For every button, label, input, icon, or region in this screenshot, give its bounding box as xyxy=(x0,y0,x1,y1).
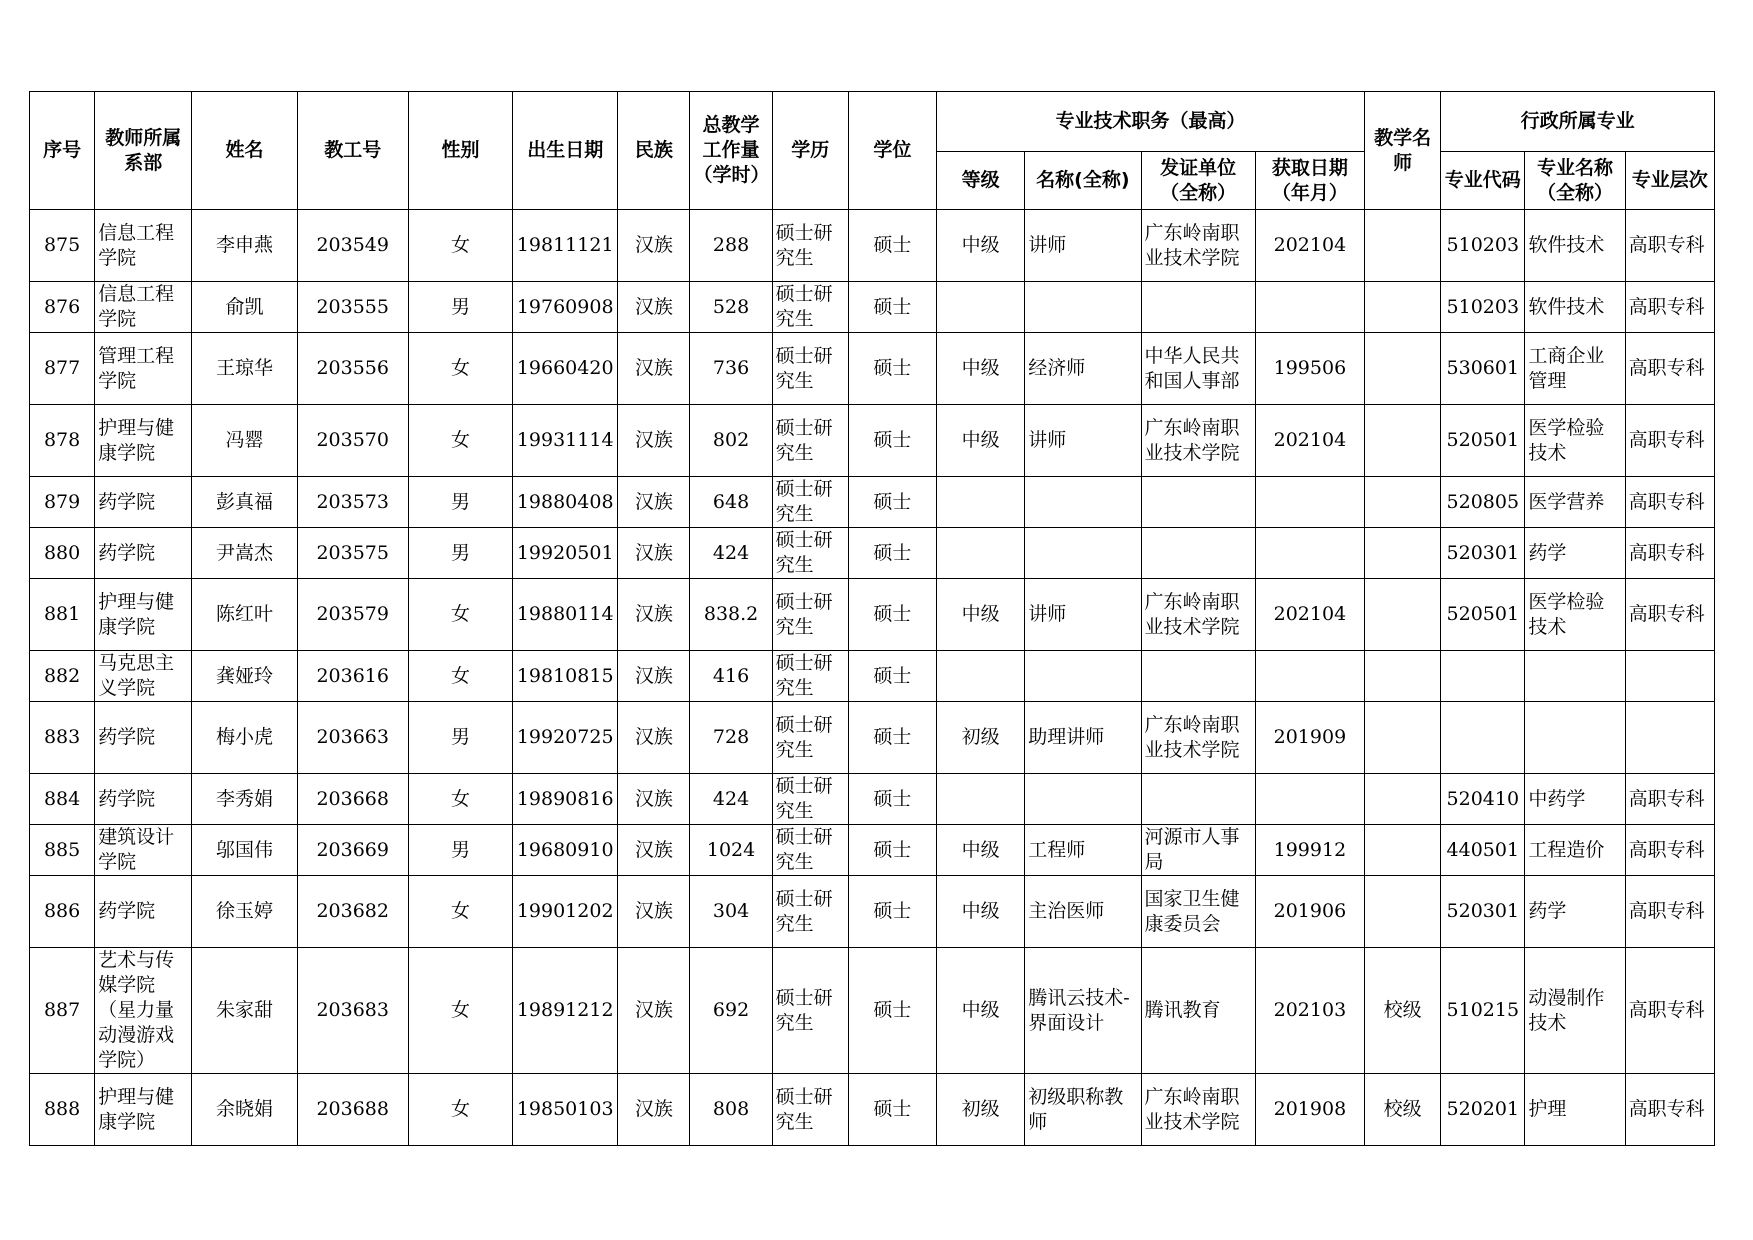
cell-title-level: 初级 xyxy=(937,702,1025,774)
cell-degree: 硕士 xyxy=(848,282,936,333)
cell-major-code: 510203 xyxy=(1441,210,1525,282)
cell-dept: 艺术与传媒学院（星力量动漫游戏学院） xyxy=(95,948,192,1074)
cell-workload: 838.2 xyxy=(690,579,772,651)
cell-gender: 女 xyxy=(408,405,512,477)
cell-name: 余晓娟 xyxy=(192,1074,297,1146)
cell-education: 硕士研究生 xyxy=(772,651,848,702)
cell-degree: 硕士 xyxy=(848,948,936,1074)
cell-birth: 19880114 xyxy=(513,579,618,651)
cell-title-level: 初级 xyxy=(937,1074,1025,1146)
table-row xyxy=(30,876,1715,948)
cell-education: 硕士研究生 xyxy=(772,477,848,528)
cell-major-level: 高职专科 xyxy=(1625,405,1714,477)
cell-title-name: 主治医师 xyxy=(1025,876,1141,948)
cell-obtained xyxy=(1255,477,1364,528)
header-staff-no: 教工号 xyxy=(297,92,408,210)
cell-dept: 药学院 xyxy=(95,528,192,579)
cell-teaching-award xyxy=(1365,528,1441,579)
cell-name: 朱家甜 xyxy=(192,948,297,1074)
cell-ethnicity: 汉族 xyxy=(618,333,690,405)
cell-birth: 19811121 xyxy=(513,210,618,282)
cell-major-name: 工程造价 xyxy=(1525,825,1625,876)
cell-major-name: 医学检验技术 xyxy=(1525,405,1625,477)
cell-education: 硕士研究生 xyxy=(772,876,848,948)
cell-birth: 19920725 xyxy=(513,702,618,774)
cell-dept: 马克思主义学院 xyxy=(95,651,192,702)
cell-title-name: 腾讯云技术-界面设计 xyxy=(1025,948,1141,1074)
cell-dept: 护理与健康学院 xyxy=(95,405,192,477)
cell-issuer xyxy=(1141,282,1255,333)
header-title-level: 等级 xyxy=(937,152,1025,210)
cell-major-level: 高职专科 xyxy=(1625,876,1714,948)
cell-birth: 19931114 xyxy=(513,405,618,477)
cell-major-code: 440501 xyxy=(1441,825,1525,876)
cell-ethnicity: 汉族 xyxy=(618,825,690,876)
cell-education: 硕士研究生 xyxy=(772,405,848,477)
cell-staff-no: 203549 xyxy=(297,210,408,282)
cell-obtained: 199912 xyxy=(1255,825,1364,876)
cell-title-level: 中级 xyxy=(937,333,1025,405)
header-education: 学历 xyxy=(772,92,848,210)
header-title-group: 专业技术职务（最高） xyxy=(937,92,1365,152)
cell-name: 梅小虎 xyxy=(192,702,297,774)
table-row xyxy=(30,1074,1715,1146)
cell-major-level: 高职专科 xyxy=(1625,774,1714,825)
cell-seq: 878 xyxy=(30,405,95,477)
cell-ethnicity: 汉族 xyxy=(618,702,690,774)
table-row xyxy=(30,702,1715,774)
cell-staff-no: 203579 xyxy=(297,579,408,651)
header-major-name: 专业名称（全称） xyxy=(1525,152,1625,210)
cell-seq: 877 xyxy=(30,333,95,405)
cell-title-name xyxy=(1025,651,1141,702)
cell-teaching-award xyxy=(1365,702,1441,774)
table-row xyxy=(30,825,1715,876)
cell-seq: 880 xyxy=(30,528,95,579)
cell-major-code: 520501 xyxy=(1441,579,1525,651)
cell-degree: 硕士 xyxy=(848,528,936,579)
cell-staff-no: 203556 xyxy=(297,333,408,405)
header-major-group: 行政所属专业 xyxy=(1441,92,1715,152)
cell-obtained xyxy=(1255,528,1364,579)
cell-major-code: 520201 xyxy=(1441,1074,1525,1146)
cell-teaching-award xyxy=(1365,579,1441,651)
cell-major-name: 软件技术 xyxy=(1525,282,1625,333)
header-degree: 学位 xyxy=(848,92,936,210)
cell-major-code: 510215 xyxy=(1441,948,1525,1074)
table-row xyxy=(30,528,1715,579)
cell-workload: 424 xyxy=(690,774,772,825)
header-workload: 总教学工作量（学时） xyxy=(690,92,772,210)
cell-teaching-award xyxy=(1365,282,1441,333)
cell-name: 李申燕 xyxy=(192,210,297,282)
cell-education: 硕士研究生 xyxy=(772,702,848,774)
header-major-level: 专业层次 xyxy=(1625,152,1714,210)
cell-obtained: 202103 xyxy=(1255,948,1364,1074)
cell-major-level: 高职专科 xyxy=(1625,477,1714,528)
cell-major-code: 510203 xyxy=(1441,282,1525,333)
cell-obtained: 199506 xyxy=(1255,333,1364,405)
header-birth: 出生日期 xyxy=(513,92,618,210)
cell-title-name: 工程师 xyxy=(1025,825,1141,876)
cell-major-name: 中药学 xyxy=(1525,774,1625,825)
cell-ethnicity: 汉族 xyxy=(618,477,690,528)
cell-education: 硕士研究生 xyxy=(772,579,848,651)
cell-title-level: 中级 xyxy=(937,579,1025,651)
cell-major-code: 530601 xyxy=(1441,333,1525,405)
cell-major-code xyxy=(1441,702,1525,774)
table-row xyxy=(30,774,1715,825)
table-row xyxy=(30,210,1715,282)
cell-title-level: 中级 xyxy=(937,210,1025,282)
cell-degree: 硕士 xyxy=(848,876,936,948)
cell-seq: 883 xyxy=(30,702,95,774)
cell-issuer xyxy=(1141,651,1255,702)
cell-degree: 硕士 xyxy=(848,405,936,477)
cell-staff-no: 203616 xyxy=(297,651,408,702)
header-major-code: 专业代码 xyxy=(1441,152,1525,210)
table-row xyxy=(30,579,1715,651)
teacher-table xyxy=(29,91,1715,1146)
header-ethnicity: 民族 xyxy=(618,92,690,210)
cell-dept: 信息工程学院 xyxy=(95,282,192,333)
cell-gender: 女 xyxy=(408,579,512,651)
header-seq: 序号 xyxy=(30,92,95,210)
cell-seq: 887 xyxy=(30,948,95,1074)
cell-major-code: 520501 xyxy=(1441,405,1525,477)
cell-ethnicity: 汉族 xyxy=(618,876,690,948)
cell-major-level: 高职专科 xyxy=(1625,1074,1714,1146)
cell-ethnicity: 汉族 xyxy=(618,282,690,333)
cell-major-level: 高职专科 xyxy=(1625,210,1714,282)
cell-workload: 304 xyxy=(690,876,772,948)
cell-issuer: 河源市人事局 xyxy=(1141,825,1255,876)
cell-gender: 女 xyxy=(408,333,512,405)
cell-title-name: 经济师 xyxy=(1025,333,1141,405)
cell-education: 硕士研究生 xyxy=(772,282,848,333)
cell-obtained: 202104 xyxy=(1255,579,1364,651)
cell-gender: 女 xyxy=(408,774,512,825)
cell-workload: 424 xyxy=(690,528,772,579)
cell-workload: 808 xyxy=(690,1074,772,1146)
cell-title-level xyxy=(937,774,1025,825)
cell-issuer: 广东岭南职业技术学院 xyxy=(1141,702,1255,774)
cell-birth: 19850103 xyxy=(513,1074,618,1146)
cell-birth: 19890816 xyxy=(513,774,618,825)
cell-issuer: 广东岭南职业技术学院 xyxy=(1141,405,1255,477)
cell-seq: 881 xyxy=(30,579,95,651)
cell-major-code xyxy=(1441,651,1525,702)
cell-title-name: 初级职称教师 xyxy=(1025,1074,1141,1146)
cell-seq: 879 xyxy=(30,477,95,528)
table-body xyxy=(30,210,1715,1146)
cell-issuer xyxy=(1141,528,1255,579)
cell-major-level xyxy=(1625,651,1714,702)
cell-major-level: 高职专科 xyxy=(1625,282,1714,333)
cell-name: 邬国伟 xyxy=(192,825,297,876)
cell-ethnicity: 汉族 xyxy=(618,948,690,1074)
cell-name: 冯罂 xyxy=(192,405,297,477)
table-row xyxy=(30,282,1715,333)
cell-birth: 19680910 xyxy=(513,825,618,876)
cell-gender: 男 xyxy=(408,702,512,774)
cell-major-level: 高职专科 xyxy=(1625,948,1714,1074)
table-row xyxy=(30,333,1715,405)
cell-major-name: 护理 xyxy=(1525,1074,1625,1146)
cell-name: 李秀娟 xyxy=(192,774,297,825)
cell-title-level: 中级 xyxy=(937,825,1025,876)
cell-name: 尹嵩杰 xyxy=(192,528,297,579)
cell-major-level xyxy=(1625,702,1714,774)
cell-teaching-award xyxy=(1365,876,1441,948)
cell-degree: 硕士 xyxy=(848,210,936,282)
cell-title-name xyxy=(1025,477,1141,528)
cell-ethnicity: 汉族 xyxy=(618,1074,690,1146)
cell-workload: 728 xyxy=(690,702,772,774)
cell-seq: 876 xyxy=(30,282,95,333)
cell-gender: 男 xyxy=(408,825,512,876)
cell-gender: 男 xyxy=(408,528,512,579)
cell-birth: 19901202 xyxy=(513,876,618,948)
cell-title-level xyxy=(937,282,1025,333)
cell-ethnicity: 汉族 xyxy=(618,528,690,579)
header-teaching-award: 教学名师 xyxy=(1365,92,1441,210)
cell-ethnicity: 汉族 xyxy=(618,774,690,825)
cell-birth: 19760908 xyxy=(513,282,618,333)
header-dept: 教师所属系部 xyxy=(95,92,192,210)
cell-major-level: 高职专科 xyxy=(1625,579,1714,651)
cell-staff-no: 203688 xyxy=(297,1074,408,1146)
cell-teaching-award: 校级 xyxy=(1365,948,1441,1074)
cell-issuer: 广东岭南职业技术学院 xyxy=(1141,210,1255,282)
cell-obtained: 201909 xyxy=(1255,702,1364,774)
cell-seq: 886 xyxy=(30,876,95,948)
cell-degree: 硕士 xyxy=(848,1074,936,1146)
cell-obtained: 202104 xyxy=(1255,405,1364,477)
cell-title-name xyxy=(1025,774,1141,825)
cell-staff-no: 203669 xyxy=(297,825,408,876)
cell-staff-no: 203573 xyxy=(297,477,408,528)
cell-education: 硕士研究生 xyxy=(772,825,848,876)
cell-teaching-award xyxy=(1365,825,1441,876)
cell-degree: 硕士 xyxy=(848,333,936,405)
cell-gender: 女 xyxy=(408,210,512,282)
cell-staff-no: 203683 xyxy=(297,948,408,1074)
cell-gender: 女 xyxy=(408,948,512,1074)
cell-name: 徐玉婷 xyxy=(192,876,297,948)
cell-obtained: 202104 xyxy=(1255,210,1364,282)
cell-title-level: 中级 xyxy=(937,948,1025,1074)
cell-major-name: 医学检验技术 xyxy=(1525,579,1625,651)
cell-gender: 女 xyxy=(408,1074,512,1146)
cell-education: 硕士研究生 xyxy=(772,333,848,405)
cell-issuer: 广东岭南职业技术学院 xyxy=(1141,1074,1255,1146)
cell-major-name: 工商企业管理 xyxy=(1525,333,1625,405)
cell-birth: 19880408 xyxy=(513,477,618,528)
cell-degree: 硕士 xyxy=(848,702,936,774)
cell-seq: 875 xyxy=(30,210,95,282)
cell-major-code: 520301 xyxy=(1441,528,1525,579)
cell-degree: 硕士 xyxy=(848,579,936,651)
cell-seq: 884 xyxy=(30,774,95,825)
cell-issuer: 中华人民共和国人事部 xyxy=(1141,333,1255,405)
cell-obtained xyxy=(1255,651,1364,702)
header-gender: 性别 xyxy=(408,92,512,210)
header-obtained: 获取日期（年月） xyxy=(1255,152,1364,210)
cell-obtained xyxy=(1255,282,1364,333)
cell-dept: 药学院 xyxy=(95,876,192,948)
cell-education: 硕士研究生 xyxy=(772,210,848,282)
cell-dept: 药学院 xyxy=(95,774,192,825)
cell-title-level xyxy=(937,528,1025,579)
cell-seq: 888 xyxy=(30,1074,95,1146)
cell-workload: 692 xyxy=(690,948,772,1074)
cell-title-name: 讲师 xyxy=(1025,579,1141,651)
cell-title-level: 中级 xyxy=(937,876,1025,948)
table-row xyxy=(30,405,1715,477)
cell-dept: 药学院 xyxy=(95,477,192,528)
cell-obtained: 201906 xyxy=(1255,876,1364,948)
cell-title-name: 助理讲师 xyxy=(1025,702,1141,774)
cell-ethnicity: 汉族 xyxy=(618,210,690,282)
cell-teaching-award xyxy=(1365,651,1441,702)
cell-degree: 硕士 xyxy=(848,651,936,702)
table-row xyxy=(30,477,1715,528)
cell-education: 硕士研究生 xyxy=(772,948,848,1074)
cell-name: 陈红叶 xyxy=(192,579,297,651)
cell-issuer: 腾讯教育 xyxy=(1141,948,1255,1074)
cell-title-level xyxy=(937,477,1025,528)
cell-workload: 416 xyxy=(690,651,772,702)
cell-dept: 药学院 xyxy=(95,702,192,774)
cell-workload: 528 xyxy=(690,282,772,333)
cell-major-name: 软件技术 xyxy=(1525,210,1625,282)
cell-major-name: 药学 xyxy=(1525,876,1625,948)
cell-workload: 288 xyxy=(690,210,772,282)
cell-title-level: 中级 xyxy=(937,405,1025,477)
cell-gender: 男 xyxy=(408,282,512,333)
cell-birth: 19660420 xyxy=(513,333,618,405)
cell-birth: 19810815 xyxy=(513,651,618,702)
cell-ethnicity: 汉族 xyxy=(618,651,690,702)
cell-seq: 885 xyxy=(30,825,95,876)
cell-workload: 648 xyxy=(690,477,772,528)
cell-issuer xyxy=(1141,477,1255,528)
cell-gender: 女 xyxy=(408,876,512,948)
cell-teaching-award xyxy=(1365,333,1441,405)
cell-dept: 建筑设计学院 xyxy=(95,825,192,876)
cell-issuer: 广东岭南职业技术学院 xyxy=(1141,579,1255,651)
cell-staff-no: 203555 xyxy=(297,282,408,333)
cell-gender: 女 xyxy=(408,651,512,702)
cell-degree: 硕士 xyxy=(848,477,936,528)
cell-workload: 802 xyxy=(690,405,772,477)
cell-major-name: 药学 xyxy=(1525,528,1625,579)
cell-dept: 信息工程学院 xyxy=(95,210,192,282)
cell-staff-no: 203682 xyxy=(297,876,408,948)
cell-workload: 736 xyxy=(690,333,772,405)
cell-major-code: 520805 xyxy=(1441,477,1525,528)
cell-gender: 男 xyxy=(408,477,512,528)
cell-obtained: 201908 xyxy=(1255,1074,1364,1146)
header-issuer: 发证单位（全称） xyxy=(1141,152,1255,210)
cell-name: 龚娅玲 xyxy=(192,651,297,702)
cell-staff-no: 203668 xyxy=(297,774,408,825)
cell-staff-no: 203570 xyxy=(297,405,408,477)
cell-ethnicity: 汉族 xyxy=(618,579,690,651)
cell-degree: 硕士 xyxy=(848,774,936,825)
cell-name: 王琼华 xyxy=(192,333,297,405)
cell-title-name: 讲师 xyxy=(1025,210,1141,282)
cell-major-level: 高职专科 xyxy=(1625,333,1714,405)
cell-teaching-award xyxy=(1365,405,1441,477)
cell-staff-no: 203575 xyxy=(297,528,408,579)
cell-teaching-award xyxy=(1365,774,1441,825)
cell-major-name: 动漫制作技术 xyxy=(1525,948,1625,1074)
cell-workload: 1024 xyxy=(690,825,772,876)
cell-ethnicity: 汉族 xyxy=(618,405,690,477)
cell-birth: 19920501 xyxy=(513,528,618,579)
header-title-name: 名称(全称) xyxy=(1025,152,1141,210)
cell-dept: 护理与健康学院 xyxy=(95,579,192,651)
table-row xyxy=(30,948,1715,1074)
cell-staff-no: 203663 xyxy=(297,702,408,774)
cell-title-name xyxy=(1025,528,1141,579)
cell-major-name: 医学营养 xyxy=(1525,477,1625,528)
header-name: 姓名 xyxy=(192,92,297,210)
cell-major-code: 520410 xyxy=(1441,774,1525,825)
cell-dept: 护理与健康学院 xyxy=(95,1074,192,1146)
cell-issuer: 国家卫生健康委员会 xyxy=(1141,876,1255,948)
cell-title-name xyxy=(1025,282,1141,333)
cell-seq: 882 xyxy=(30,651,95,702)
cell-education: 硕士研究生 xyxy=(772,1074,848,1146)
cell-teaching-award xyxy=(1365,210,1441,282)
cell-major-name xyxy=(1525,702,1625,774)
cell-issuer xyxy=(1141,774,1255,825)
cell-major-code: 520301 xyxy=(1441,876,1525,948)
cell-education: 硕士研究生 xyxy=(772,774,848,825)
cell-name: 俞凯 xyxy=(192,282,297,333)
cell-teaching-award: 校级 xyxy=(1365,1074,1441,1146)
cell-degree: 硕士 xyxy=(848,825,936,876)
cell-title-level xyxy=(937,651,1025,702)
table-row xyxy=(30,651,1715,702)
cell-birth: 19891212 xyxy=(513,948,618,1074)
cell-major-name xyxy=(1525,651,1625,702)
cell-dept: 管理工程学院 xyxy=(95,333,192,405)
cell-major-level: 高职专科 xyxy=(1625,825,1714,876)
cell-teaching-award xyxy=(1365,477,1441,528)
cell-education: 硕士研究生 xyxy=(772,528,848,579)
cell-major-level: 高职专科 xyxy=(1625,528,1714,579)
cell-title-name: 讲师 xyxy=(1025,405,1141,477)
cell-obtained xyxy=(1255,774,1364,825)
cell-name: 彭真福 xyxy=(192,477,297,528)
